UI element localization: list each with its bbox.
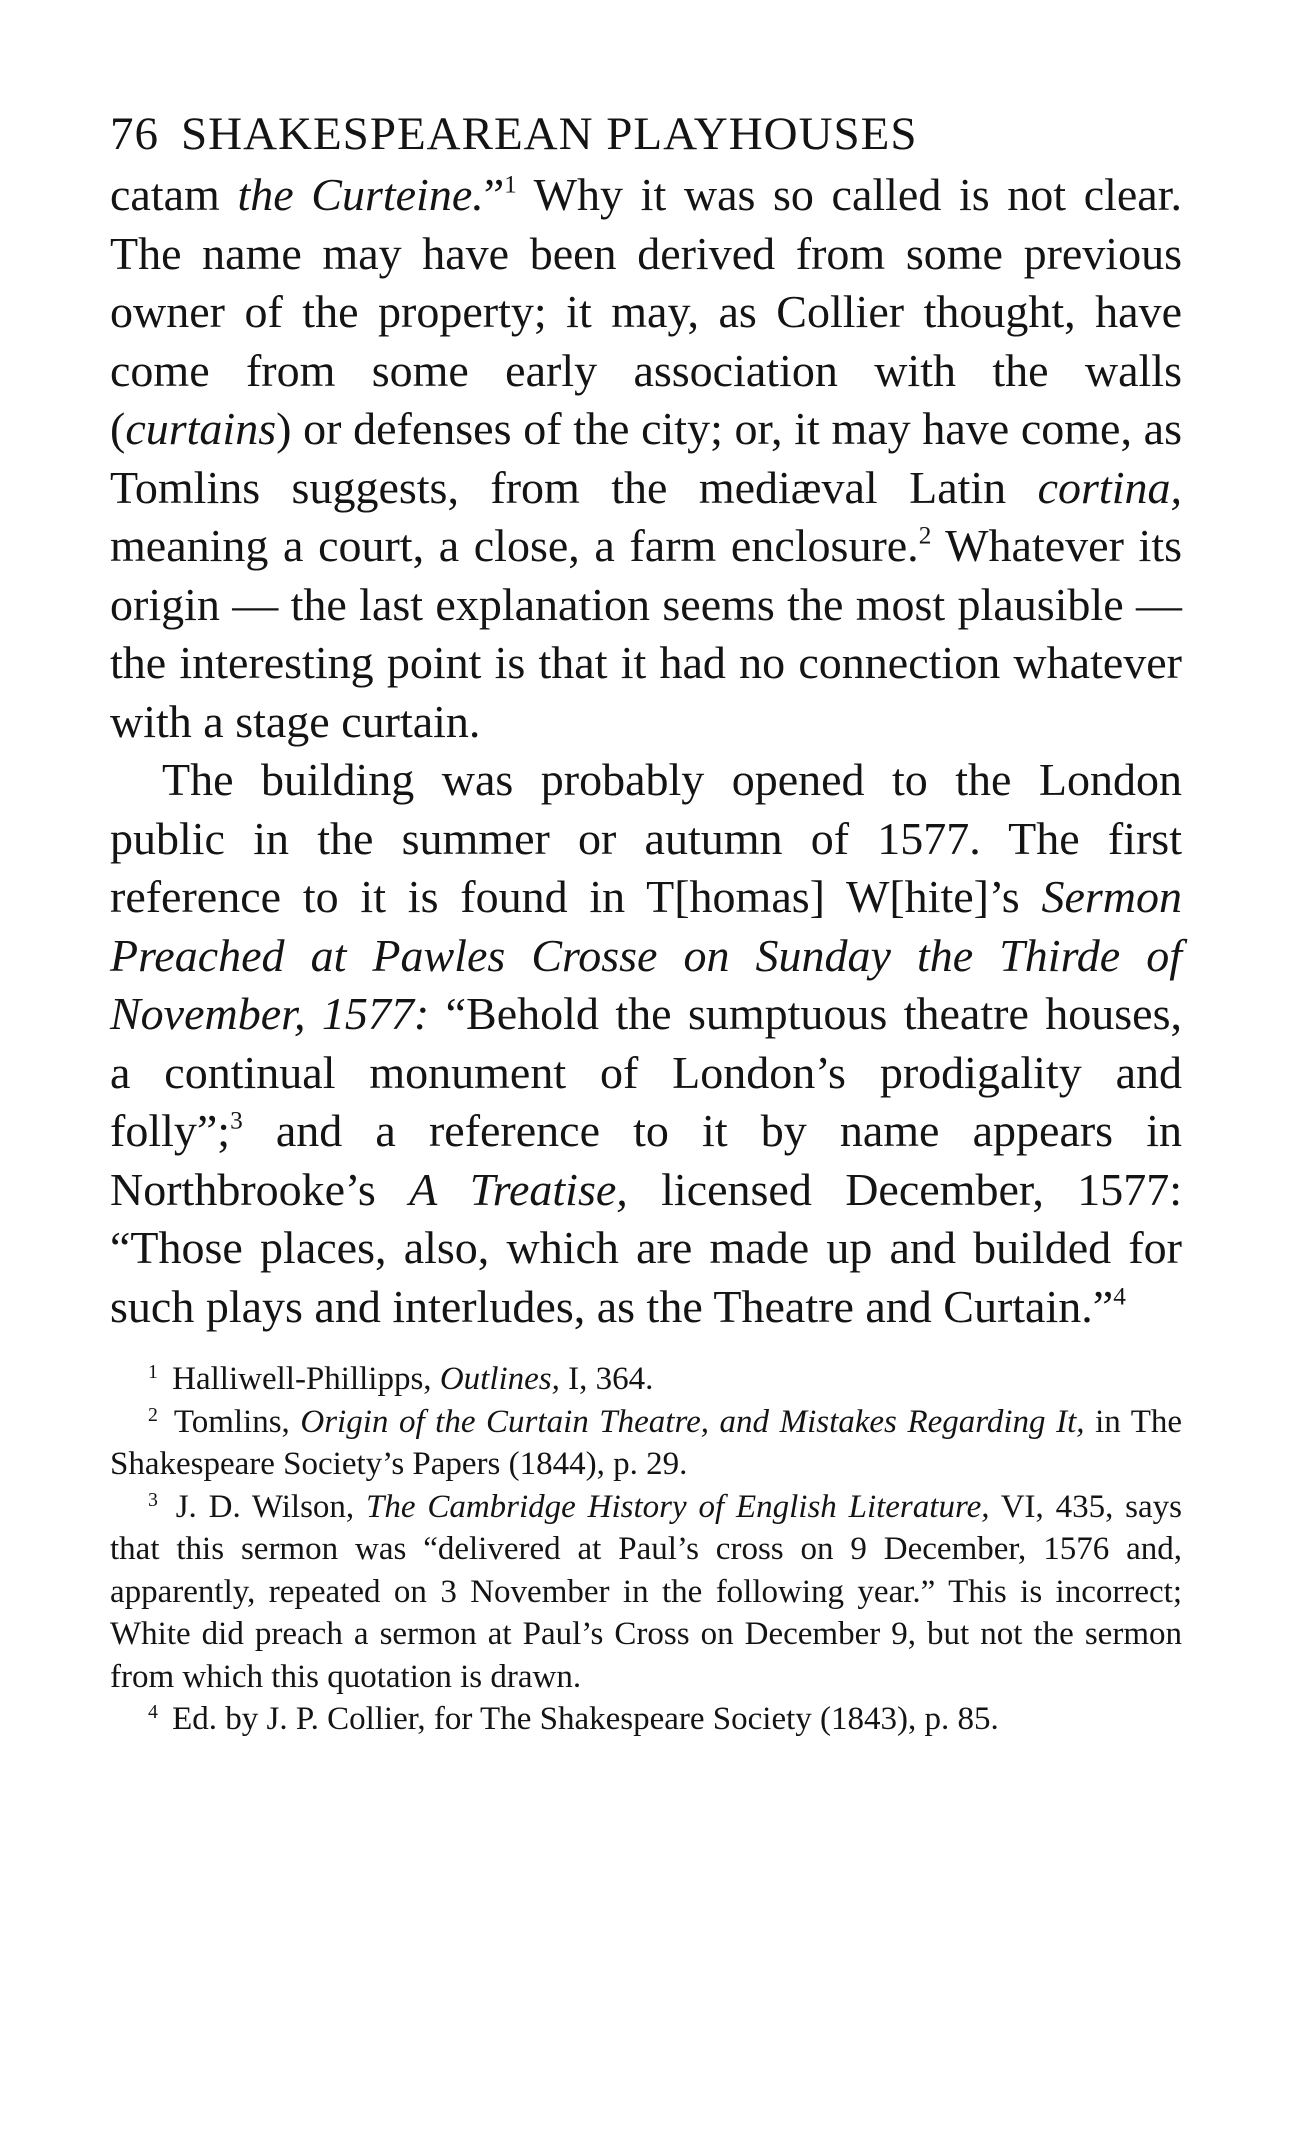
- text-run: VI, 435, says that this sermon was “delivered at Paul’s cross on 9 December, 1576 and, apparently, repeated on 3 November in the following year.” This is incorrect; White did preach a sermon at Paul’s Cross on December 9, but not the sermon from which this quotation is drawn.: [110, 1488, 1182, 1695]
- text-run: catam: [110, 169, 238, 220]
- text-run: ) or defenses of the city; or, it may have come, as Tomlins suggests, from the mediæval Latin: [110, 403, 1182, 513]
- text-run: Why it was so called is not clear. The name may have been derived from some previous owner of the property; it may, as Collier thought, have come from some early association with the walls (: [110, 169, 1182, 454]
- running-title: SHAKESPEAREAN PLAYHOUSES: [181, 108, 918, 160]
- footnote-ref: 3: [230, 1106, 243, 1135]
- text-run: J. D. Wilson,: [163, 1488, 366, 1525]
- text-run: Halliwell-Phillipps,: [163, 1361, 440, 1397]
- italic-run: Outlines,: [439, 1361, 560, 1397]
- text-run: meaning a court, a close, a farm enclosure.: [110, 520, 919, 571]
- footnote-number: 2: [148, 1403, 158, 1426]
- italic-run: The Cambridge History of English Literature,: [366, 1488, 990, 1525]
- footnote-number: 3: [148, 1488, 158, 1511]
- footnote-ref: 4: [1113, 1281, 1126, 1310]
- footnote-3: [110, 1486, 1182, 1699]
- text-run: ”: [483, 169, 505, 220]
- paragraph-1: [110, 166, 1182, 751]
- italic-run: Sermon Preached at Pawles Crosse on Sunday the Thirde of November, 1577:: [110, 871, 1182, 1039]
- footnote-4: [110, 1698, 1182, 1741]
- text-run: and a reference to it by name appears in Northbrooke’s: [110, 1105, 1182, 1215]
- italic-run: curtains: [125, 403, 277, 454]
- italic-run: A Treatise,: [409, 1163, 628, 1215]
- text-run: The building was probably opened to the London public in the summer or autumn of 1577. The first reference to it is found in T[homas] W[hite]’s: [110, 754, 1182, 922]
- italic-run: the Curteine.: [237, 169, 484, 220]
- footnote-2: [110, 1401, 1182, 1486]
- body-text: [110, 166, 1182, 1336]
- footnote-ref: 1: [504, 170, 517, 199]
- footnote-ref: 2: [918, 521, 932, 550]
- text-run: Whatever its origin — the last explanation seems the most plausible — the interesting point is that it had no connection whatever with a stage curtain.: [110, 520, 1183, 747]
- footnote-number: 4: [148, 1701, 158, 1724]
- paragraph-2: [110, 751, 1182, 1336]
- italic-run: Origin of the Curtain Theatre, and Mistakes Regarding It,: [300, 1403, 1085, 1440]
- italic-run: cortina,: [1037, 461, 1182, 513]
- text-run: in The Shakespeare Society’s Papers (1844), p. 29.: [110, 1403, 1183, 1482]
- footnotes: [110, 1358, 1182, 1741]
- text-run: licensed December, 1577: “Those places, also, which are made up and builded for such plays and interludes, as the Theatre and Curtain.”: [110, 1163, 1182, 1332]
- footnote-1: [110, 1358, 1182, 1401]
- text-run: Ed. by J. P. Collier, for The Shakespeare Society (1843), p. 85.: [163, 1701, 999, 1737]
- footnote-number: 1: [148, 1361, 158, 1384]
- running-head: [110, 104, 1182, 164]
- text-run: I, 364.: [559, 1361, 654, 1397]
- page-number: 76: [110, 108, 159, 160]
- text-run: Tomlins,: [163, 1403, 301, 1440]
- book-page: [110, 104, 1182, 1741]
- text-run: “Behold the sumptuous theatre houses, a continual monument of London’s prodigality and folly”;: [110, 988, 1182, 1156]
